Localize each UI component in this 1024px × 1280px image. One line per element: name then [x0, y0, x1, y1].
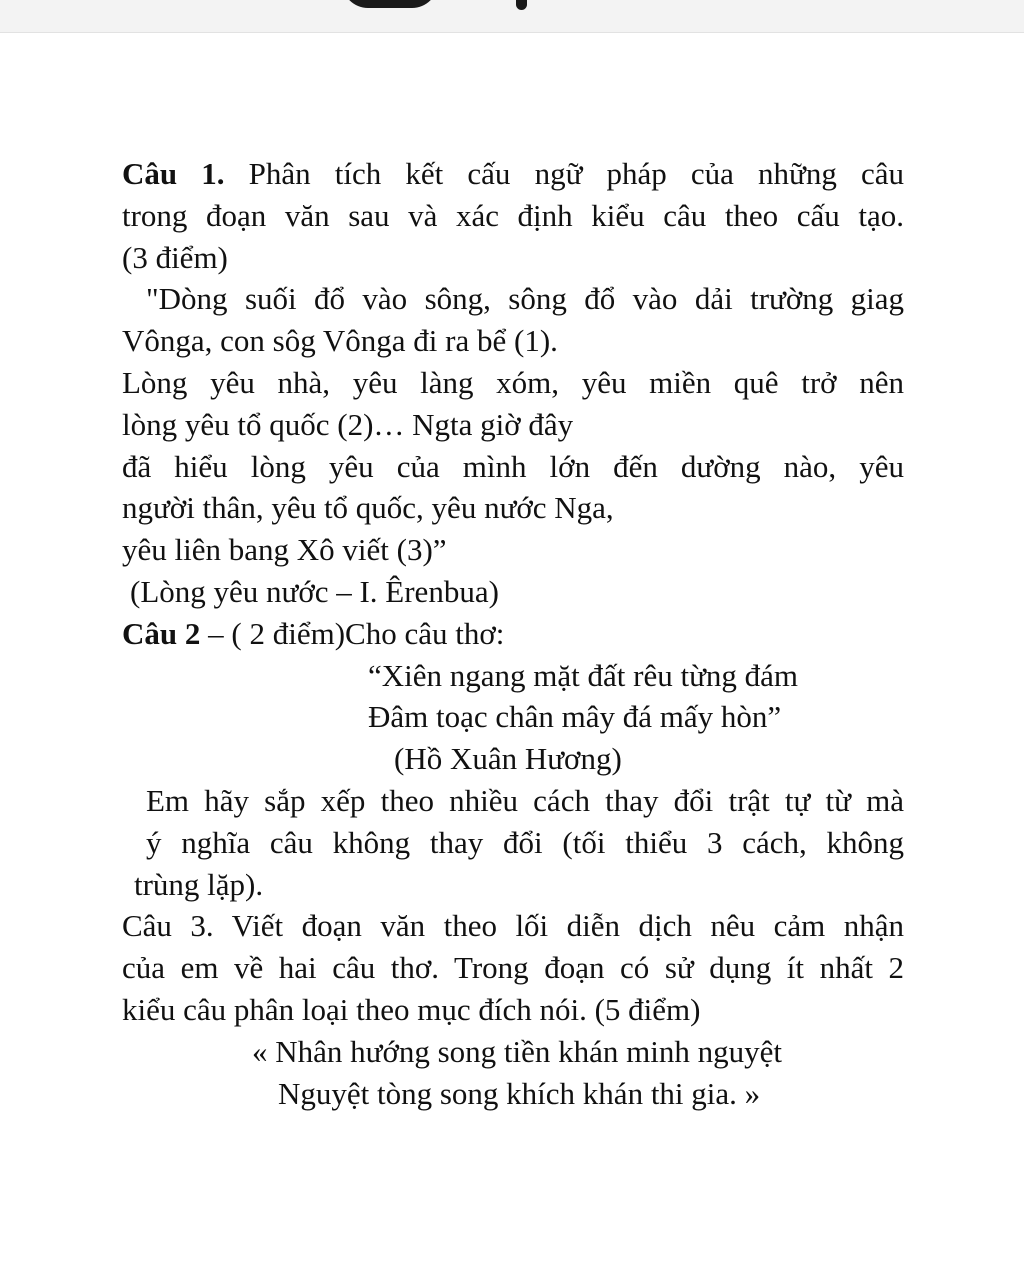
poem-line: Đâm toạc chân mây đá mấy hòn”	[368, 699, 782, 735]
passage-line: Lòng yêu nhà, yêu làng xóm, yêu miền quê trở nên	[122, 364, 904, 400]
question-2-label: Câu 2	[122, 615, 201, 651]
cropped-heading-glyph	[342, 0, 438, 8]
question-1	[122, 153, 904, 613]
question-2	[122, 613, 904, 906]
question-3-line: Câu 3. Viết đoạn văn theo lối diễn dịch nêu cảm nhận	[122, 908, 904, 944]
passage-line: lòng yêu tổ quốc (2)… Ngta giờ đây	[122, 406, 574, 442]
question-1-points: (3 điểm)	[122, 239, 228, 275]
question-3	[122, 905, 904, 1114]
poem-line: “Xiên ngang mặt đất rêu từng đám	[368, 657, 799, 693]
question-1-label: Câu 1.	[122, 156, 225, 191]
question-1-line: trong đoạn văn sau và xác định kiểu câu theo cấu tạo.	[122, 197, 904, 233]
question-2-task-line: ý nghĩa câu không thay đổi (tối thiểu 3 cách, không	[146, 824, 904, 860]
exam-document	[122, 153, 904, 1114]
poem-source: (Hồ Xuân Hương)	[394, 741, 622, 777]
top-cropped-header	[0, 0, 1024, 33]
passage-line: Vônga, con sôg Vônga đi ra bể (1).	[122, 323, 558, 359]
question-3-line: của em về hai câu thơ. Trong đoạn có sử dụng ít nhất 2	[122, 950, 904, 986]
poem-line: « Nhân hướng song tiền khán minh nguyệt	[252, 1033, 782, 1069]
passage-line: yêu liên bang Xô viết (3)”	[122, 532, 447, 568]
passage-line: đã hiểu lòng yêu của mình lớn đến dường nào, yêu	[122, 448, 904, 484]
cropped-heading-glyph	[516, 0, 527, 10]
question-2-heading: Câu 2 – ( 2 điểm)Cho câu thơ:	[122, 615, 505, 651]
poem-line: Nguyệt tòng song khích khán thi gia. »	[278, 1075, 761, 1111]
passage-line: người thân, yêu tổ quốc, yêu nước Nga,	[122, 490, 614, 526]
question-1-line: Câu 1. Phân tích kết cấu ngữ pháp của những câu	[122, 156, 904, 191]
question-2-task-line: trùng lặp).	[134, 866, 264, 902]
passage-line: "Dòng suối đổ vào sông, sông đổ vào dải trường giag	[146, 281, 904, 317]
passage-source: (Lòng yêu nước – I. Êrenbua)	[130, 573, 499, 609]
question-2-task-line: Em hãy sắp xếp theo nhiều cách thay đổi trật tự từ mà	[146, 782, 904, 818]
question-3-line: kiểu câu phân loại theo mục đích nói. (5 điểm)	[122, 991, 701, 1027]
